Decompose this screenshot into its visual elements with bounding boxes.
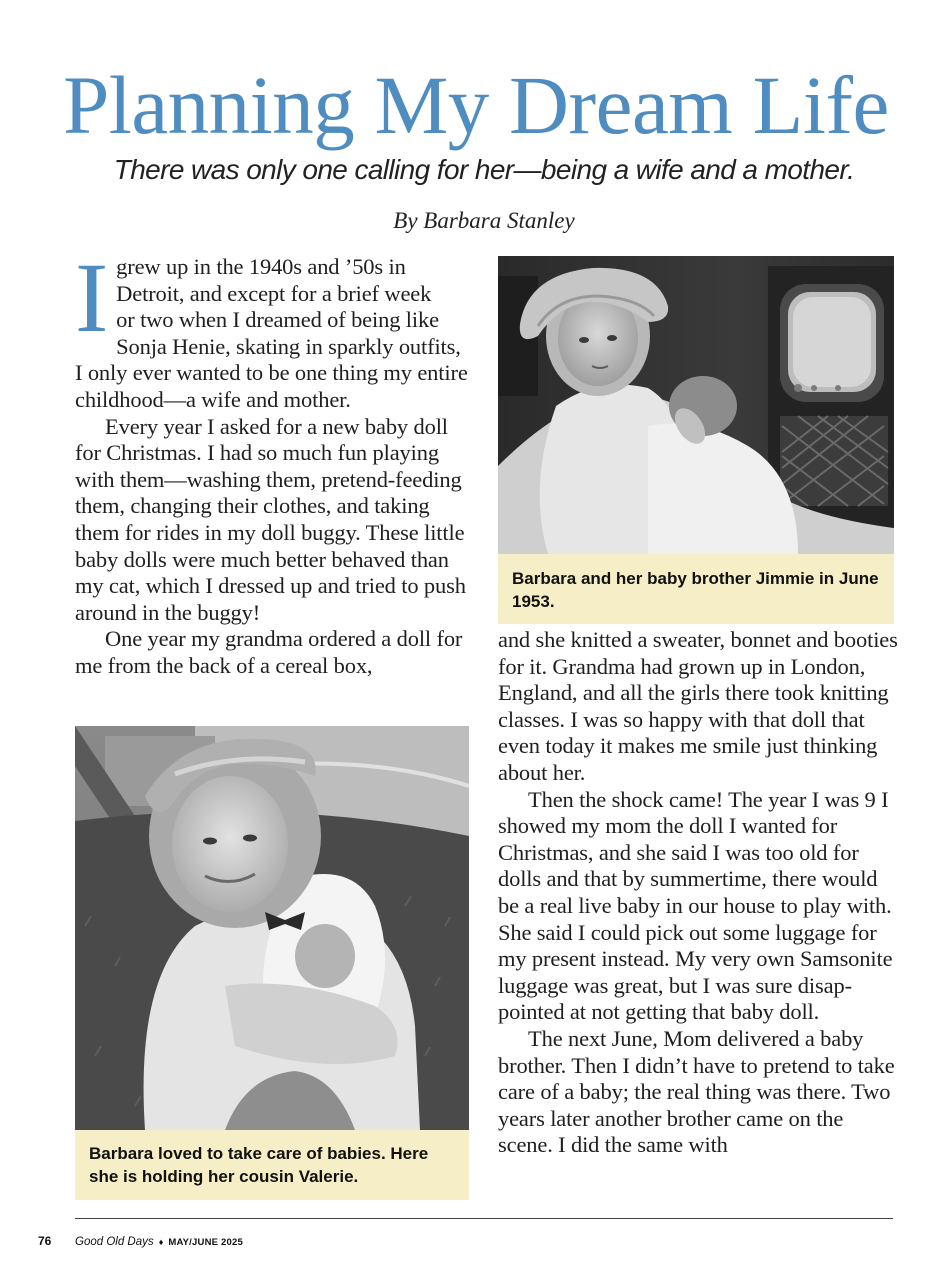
footer-separator-icon: ♦ (158, 1237, 164, 1247)
paragraph-5: The next June, Mom delivered a baby brother. Then I didn’t have to pretend to take care of a baby; the real thing was there. Two years later another brother came on the scene. I did the same with (498, 1025, 895, 1158)
paragraph-3-continued: and she knitted a sweater, bonnet and booties for it. Grandma had grown up in London, England, and all the girls there took knitting classes. I was so happy with that doll that even today it makes me smile just thinking about her. (498, 627, 898, 785)
drop-cap: I (75, 242, 109, 353)
paragraph-3: One year my grandma ordered a doll for me from the back of a cereal box, (75, 626, 463, 678)
paragraph-1 (75, 242, 473, 414)
right-column (498, 627, 898, 1159)
paragraph-2: Every year I asked for a new baby doll for Christmas. I had so much fun playing with them—washing them, pretend-feeding them, changing their clothes, and taking them for rides in my doll buggy. These little baby dolls were much better behaved than my cat, which I dressed up and tried to push around in the buggy! (75, 413, 466, 625)
photo-barbara-with-jimmie (498, 256, 894, 554)
p1-line-2: Detroit, and except for a brief week (116, 280, 432, 306)
p1-line-3: or two when I dreamed of being like (116, 307, 439, 333)
p1-rest: Sonja Henie, skating in sparkly outfits, I only ever wanted to be one thing my entire childhood—a wife and mother. (75, 333, 468, 412)
article-subtitle: There was only one calling for her—being a wife and a mother. (113, 154, 855, 185)
footer-rule (75, 1218, 893, 1219)
p1-line-1: grew up in the 1940s and ’50s in (116, 254, 406, 279)
magazine-name: Good Old Days (75, 1236, 154, 1248)
caption-bottom: Barbara loved to take care of babies. Here she is holding her cousin Valerie. (75, 1130, 469, 1200)
issue-date: MAY/JUNE 2025 (168, 1237, 243, 1248)
left-column (75, 242, 473, 680)
article-byline: By Barbara Stanley (393, 208, 575, 233)
caption-top: Barbara and her baby brother Jimmie in June 1953. (498, 554, 894, 624)
paragraph-4: Then the shock came! The year I was 9 I showed my mom the doll I wanted for Christmas, and she said I was too old for dolls and that by summertime, there would be a real live baby in our house to play with. She said I could pick out some luggage for my present instead. My very own Samsonite luggage was great, but I was sure disappointed at not getting that baby doll. (498, 786, 893, 1025)
photo-barbara-with-valerie (75, 726, 469, 1130)
page-footer (38, 1234, 243, 1250)
page-number: 76 (38, 1234, 52, 1248)
article-title: Planning My Dream Life (63, 59, 889, 151)
